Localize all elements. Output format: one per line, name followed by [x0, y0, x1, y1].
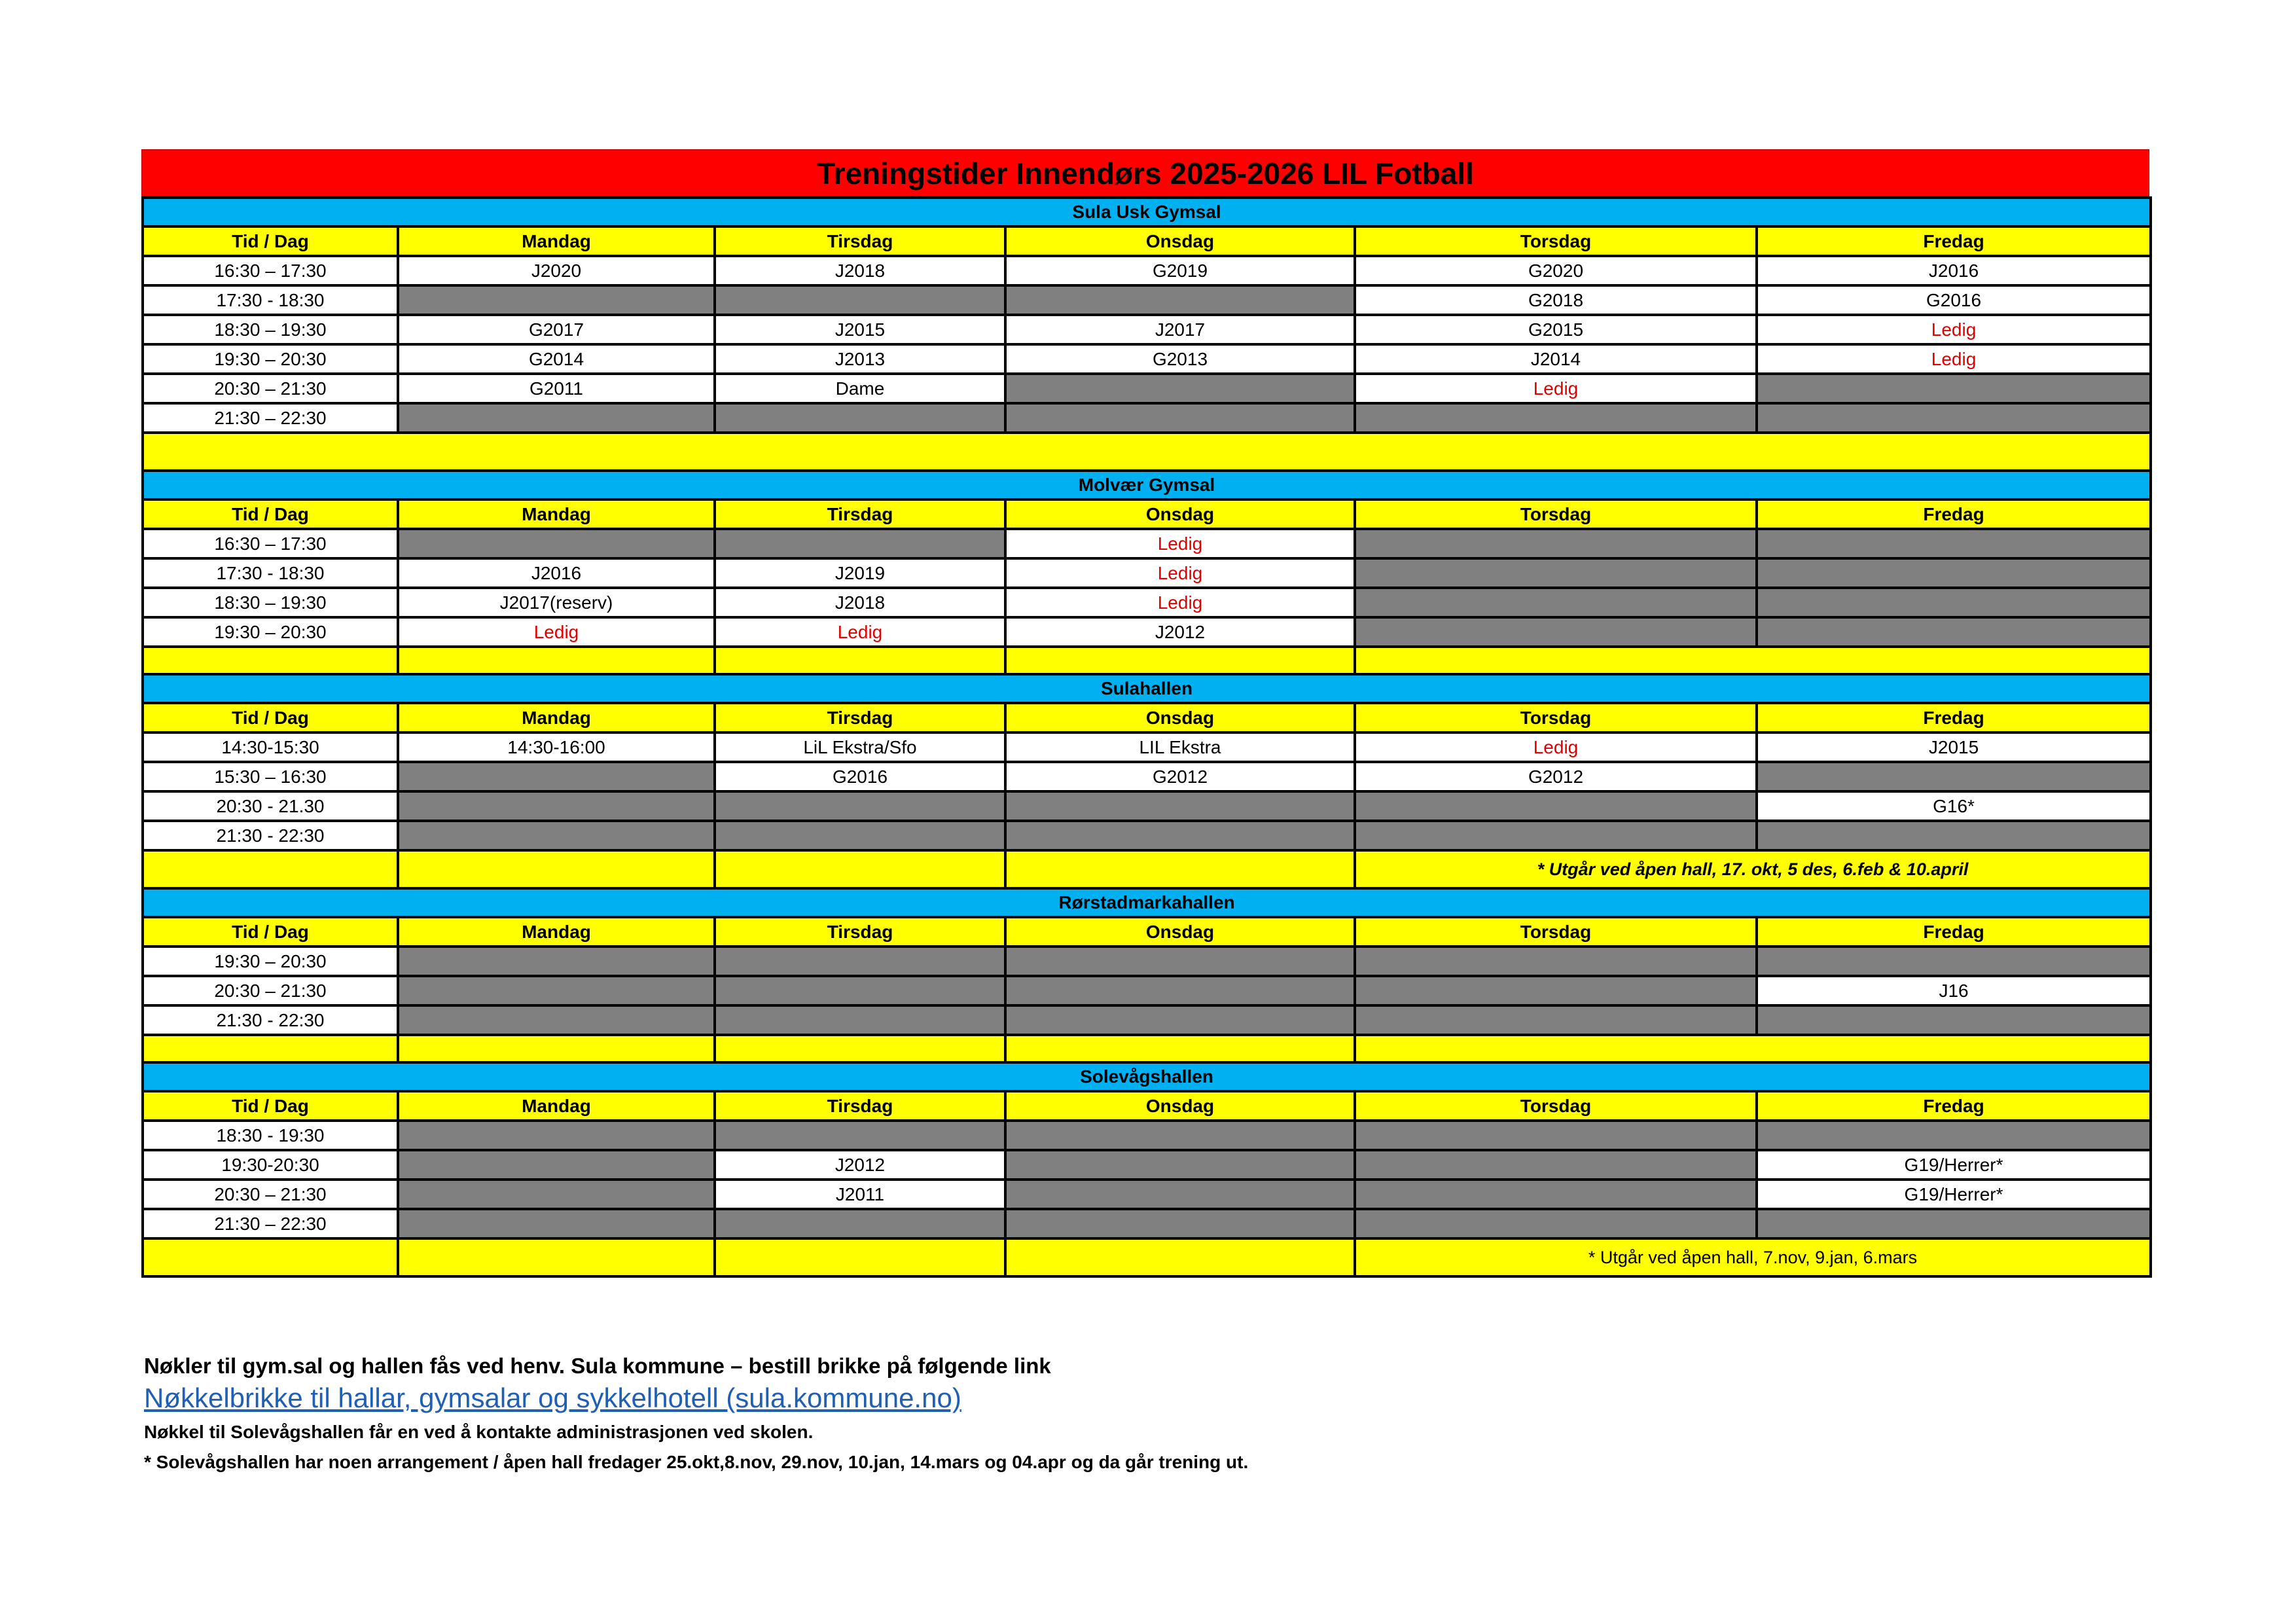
unavailable-cell — [1355, 529, 1757, 558]
venue-name: Sulahallen — [143, 674, 2151, 703]
team-cell: J2015 — [1757, 732, 2151, 762]
unavailable-cell — [1355, 403, 1757, 433]
schedule-row — [143, 588, 2151, 617]
unavailable-cell — [715, 285, 1005, 315]
venue-row — [143, 471, 2151, 499]
venue-name: Sula Usk Gymsal — [143, 198, 2151, 226]
schedule-row — [143, 1150, 2151, 1180]
unavailable-cell — [398, 1121, 715, 1150]
team-cell: LIL Ekstra — [1005, 732, 1355, 762]
unavailable-cell — [398, 791, 715, 821]
unavailable-cell — [715, 821, 1005, 850]
day-header-cell: Mandag — [398, 226, 715, 256]
unavailable-cell — [1005, 791, 1355, 821]
team-cell: J2015 — [715, 315, 1005, 344]
separator-cell — [398, 850, 715, 888]
separator-cell — [1005, 850, 1355, 888]
unavailable-cell — [1005, 1005, 1355, 1035]
day-header-cell: Torsdag — [1355, 917, 1757, 947]
day-header-cell: Onsdag — [1005, 499, 1355, 529]
time-slot-cell: 14:30-15:30 — [143, 732, 398, 762]
unavailable-cell — [1005, 1150, 1355, 1180]
unavailable-cell — [1757, 1121, 2151, 1150]
separator-cell — [715, 647, 1005, 674]
unavailable-cell — [398, 1150, 715, 1180]
unavailable-cell — [715, 1209, 1005, 1238]
venue-note — [1355, 647, 2151, 674]
day-header-cell: Tid / Dag — [143, 1091, 398, 1121]
team-cell: Ledig — [1757, 315, 2151, 344]
schedule-row — [143, 762, 2151, 791]
day-header-cell: Fredag — [1757, 1091, 2151, 1121]
schedule-row — [143, 791, 2151, 821]
day-header-cell: Fredag — [1757, 226, 2151, 256]
time-slot-cell: 19:30 – 20:30 — [143, 617, 398, 647]
day-header-cell: Tirsdag — [715, 917, 1005, 947]
unavailable-cell — [1355, 791, 1757, 821]
schedule-row — [143, 976, 2151, 1005]
time-slot-cell: 21:30 - 22:30 — [143, 821, 398, 850]
venue-name: Rørstadmarkahallen — [143, 888, 2151, 917]
team-cell: J16 — [1757, 976, 2151, 1005]
team-cell: J2012 — [1005, 617, 1355, 647]
day-header-cell: Mandag — [398, 917, 715, 947]
separator-row — [143, 1035, 2151, 1062]
team-cell: G19/Herrer* — [1757, 1150, 2151, 1180]
day-header-row — [143, 703, 2151, 732]
unavailable-cell — [1355, 1209, 1757, 1238]
team-cell: G2012 — [1355, 762, 1757, 791]
unavailable-cell — [1757, 374, 2151, 403]
day-header-cell: Fredag — [1757, 703, 2151, 732]
time-slot-cell: 17:30 - 18:30 — [143, 558, 398, 588]
team-cell: G19/Herrer* — [1757, 1180, 2151, 1209]
separator-cell — [715, 1238, 1005, 1276]
day-header-cell: Mandag — [398, 499, 715, 529]
unavailable-cell — [398, 821, 715, 850]
day-header-cell: Tirsdag — [715, 499, 1005, 529]
schedule-row — [143, 821, 2151, 850]
time-slot-cell: 19:30-20:30 — [143, 1150, 398, 1180]
team-cell: G2016 — [715, 762, 1005, 791]
venue-row — [143, 674, 2151, 703]
separator-row — [143, 433, 2151, 471]
separator-cell — [143, 1035, 398, 1062]
unavailable-cell — [1757, 617, 2151, 647]
separator-cell — [143, 647, 398, 674]
unavailable-cell — [1355, 976, 1757, 1005]
schedule-sheet — [141, 149, 2149, 1278]
time-slot-cell: 20:30 – 21:30 — [143, 374, 398, 403]
schedule-row — [143, 315, 2151, 344]
schedule-row — [143, 732, 2151, 762]
team-cell: J2016 — [1757, 256, 2151, 285]
team-cell: G2012 — [1005, 762, 1355, 791]
time-slot-cell: 19:30 – 20:30 — [143, 947, 398, 976]
unavailable-cell — [398, 762, 715, 791]
time-slot-cell: 18:30 – 19:30 — [143, 315, 398, 344]
venue-row — [143, 888, 2151, 917]
venue-row — [143, 1062, 2151, 1091]
team-cell: J2014 — [1355, 344, 1757, 374]
day-header-cell: Tirsdag — [715, 226, 1005, 256]
unavailable-cell — [1757, 1209, 2151, 1238]
unavailable-cell — [398, 403, 715, 433]
venue-note — [1355, 1035, 2151, 1062]
unavailable-cell — [1355, 947, 1757, 976]
day-header-cell: Torsdag — [1355, 703, 1757, 732]
team-cell: G2014 — [398, 344, 715, 374]
team-cell: J2020 — [398, 256, 715, 285]
venue-name: Molvær Gymsal — [143, 471, 2151, 499]
unavailable-cell — [1005, 374, 1355, 403]
schedule-row — [143, 558, 2151, 588]
team-cell: Ledig — [1005, 588, 1355, 617]
unavailable-cell — [1355, 588, 1757, 617]
unavailable-cell — [1757, 1005, 2151, 1035]
unavailable-cell — [1757, 558, 2151, 588]
day-header-cell: Fredag — [1757, 917, 2151, 947]
separator-cell — [1005, 1238, 1355, 1276]
unavailable-cell — [1005, 1180, 1355, 1209]
team-cell: G2011 — [398, 374, 715, 403]
solevag-key-info: Nøkkel til Solevågshallen får en ved å kontakte administrasjonen ved skolen. — [144, 1422, 814, 1442]
separator-cell — [398, 1238, 715, 1276]
time-slot-cell: 15:30 – 16:30 — [143, 762, 398, 791]
team-cell: 14:30-16:00 — [398, 732, 715, 762]
team-cell: G2018 — [1355, 285, 1757, 315]
day-header-row — [143, 1091, 2151, 1121]
day-header-cell: Torsdag — [1355, 499, 1757, 529]
schedule-row — [143, 1005, 2151, 1035]
day-header-cell: Torsdag — [1355, 226, 1757, 256]
team-cell: J2013 — [715, 344, 1005, 374]
unavailable-cell — [715, 403, 1005, 433]
unavailable-cell — [1355, 1121, 1757, 1150]
team-cell: J2017 — [1005, 315, 1355, 344]
unavailable-cell — [715, 947, 1005, 976]
unavailable-cell — [1757, 529, 2151, 558]
time-slot-cell: 16:30 – 17:30 — [143, 256, 398, 285]
unavailable-cell — [1005, 403, 1355, 433]
team-cell: J2018 — [715, 256, 1005, 285]
schedule-row — [143, 529, 2151, 558]
unavailable-cell — [715, 1121, 1005, 1150]
unavailable-cell — [1757, 821, 2151, 850]
unavailable-cell — [1005, 1209, 1355, 1238]
unavailable-cell — [398, 1005, 715, 1035]
day-header-cell: Mandag — [398, 1091, 715, 1121]
unavailable-cell — [715, 791, 1005, 821]
team-cell: Ledig — [398, 617, 715, 647]
unavailable-cell — [1355, 1150, 1757, 1180]
unavailable-cell — [398, 947, 715, 976]
unavailable-cell — [1757, 403, 2151, 433]
team-cell: Ledig — [1355, 374, 1757, 403]
unavailable-cell — [398, 529, 715, 558]
unavailable-cell — [398, 285, 715, 315]
time-slot-cell: 17:30 - 18:30 — [143, 285, 398, 315]
separator-row — [143, 647, 2151, 674]
separator-cell — [143, 433, 2151, 471]
day-header-row — [143, 499, 2151, 529]
unavailable-cell — [1005, 976, 1355, 1005]
keys-info: Nøkler til gym.sal og hallen fås ved henv. Sula kommune – bestill brikke på følgende link — [144, 1354, 1051, 1378]
team-cell: G2016 — [1757, 285, 2151, 315]
team-cell: Ledig — [1355, 732, 1757, 762]
page-title: Treningstider Innendørs 2025-2026 LIL Fotball — [141, 149, 2149, 196]
separator-cell — [715, 1035, 1005, 1062]
schedule-row — [143, 1121, 2151, 1150]
team-cell: J2018 — [715, 588, 1005, 617]
time-slot-cell: 19:30 – 20:30 — [143, 344, 398, 374]
separator-cell — [143, 850, 398, 888]
day-header-cell: Tid / Dag — [143, 703, 398, 732]
schedule-row — [143, 403, 2151, 433]
unavailable-cell — [1005, 1121, 1355, 1150]
separator-row — [143, 1238, 2151, 1276]
team-cell: LiL Ekstra/Sfo — [715, 732, 1005, 762]
separator-cell — [398, 1035, 715, 1062]
unavailable-cell — [1005, 947, 1355, 976]
team-cell: G2019 — [1005, 256, 1355, 285]
footer — [144, 1354, 2108, 1482]
day-header-cell: Fredag — [1757, 499, 2151, 529]
day-header-cell: Tid / Dag — [143, 226, 398, 256]
team-cell: Ledig — [715, 617, 1005, 647]
unavailable-cell — [1005, 821, 1355, 850]
day-header-cell: Torsdag — [1355, 1091, 1757, 1121]
separator-cell — [143, 1238, 398, 1276]
unavailable-cell — [1355, 1180, 1757, 1209]
unavailable-cell — [715, 1005, 1005, 1035]
team-cell: G2015 — [1355, 315, 1757, 344]
separator-row — [143, 850, 2151, 888]
venue-note: * Utgår ved åpen hall, 7.nov, 9.jan, 6.mars — [1355, 1238, 2151, 1276]
time-slot-cell: 20:30 - 21.30 — [143, 791, 398, 821]
venue-name: Solevågshallen — [143, 1062, 2151, 1091]
time-slot-cell: 21:30 – 22:30 — [143, 1209, 398, 1238]
team-cell: J2016 — [398, 558, 715, 588]
unavailable-cell — [1757, 588, 2151, 617]
unavailable-cell — [715, 529, 1005, 558]
separator-cell — [1005, 1035, 1355, 1062]
unavailable-cell — [1757, 762, 2151, 791]
unavailable-cell — [1757, 947, 2151, 976]
schedule-row — [143, 285, 2151, 315]
unavailable-cell — [1355, 821, 1757, 850]
separator-cell — [398, 647, 715, 674]
time-slot-cell: 21:30 – 22:30 — [143, 403, 398, 433]
unavailable-cell — [715, 976, 1005, 1005]
team-cell: J2012 — [715, 1150, 1005, 1180]
team-cell: G2017 — [398, 315, 715, 344]
schedule-row — [143, 1209, 2151, 1238]
day-header-cell: Onsdag — [1005, 917, 1355, 947]
unavailable-cell — [398, 1180, 715, 1209]
team-cell: J2019 — [715, 558, 1005, 588]
schedule-row — [143, 617, 2151, 647]
team-cell: Ledig — [1005, 529, 1355, 558]
team-cell: J2017(reserv) — [398, 588, 715, 617]
day-header-cell: Mandag — [398, 703, 715, 732]
team-cell: Ledig — [1005, 558, 1355, 588]
day-header-cell: Tirsdag — [715, 1091, 1005, 1121]
unavailable-cell — [1355, 617, 1757, 647]
team-cell: G2013 — [1005, 344, 1355, 374]
time-slot-cell: 21:30 - 22:30 — [143, 1005, 398, 1035]
day-header-cell: Onsdag — [1005, 226, 1355, 256]
unavailable-cell — [1005, 285, 1355, 315]
day-header-row — [143, 917, 2151, 947]
day-header-cell: Tid / Dag — [143, 917, 398, 947]
time-slot-cell: 18:30 - 19:30 — [143, 1121, 398, 1150]
time-slot-cell: 18:30 – 19:30 — [143, 588, 398, 617]
day-header-cell: Onsdag — [1005, 703, 1355, 732]
team-cell: Ledig — [1757, 344, 2151, 374]
unavailable-cell — [1355, 1005, 1757, 1035]
schedule-row — [143, 1180, 2151, 1209]
solevag-event-note: * Solevågshallen har noen arrangement / åpen hall fredager 25.okt,8.nov, 29.nov, 10.jan, 14.mars og 04.apr og da går trening ut. — [144, 1452, 1249, 1472]
schedule-row — [143, 256, 2151, 285]
unavailable-cell — [1355, 558, 1757, 588]
team-cell: J2011 — [715, 1180, 1005, 1209]
time-slot-cell: 16:30 – 17:30 — [143, 529, 398, 558]
time-slot-cell: 20:30 – 21:30 — [143, 976, 398, 1005]
venue-row — [143, 198, 2151, 226]
schedule-row — [143, 947, 2151, 976]
key-card-link[interactable]: Nøkkelbrikke til hallar, gymsalar og sykkelhotell (sula.kommune.no) — [144, 1382, 961, 1413]
unavailable-cell — [398, 976, 715, 1005]
team-cell: G16* — [1757, 791, 2151, 821]
time-slot-cell: 20:30 – 21:30 — [143, 1180, 398, 1209]
day-header-cell: Tirsdag — [715, 703, 1005, 732]
separator-cell — [715, 850, 1005, 888]
day-header-cell: Onsdag — [1005, 1091, 1355, 1121]
team-cell: Dame — [715, 374, 1005, 403]
schedule-table — [141, 196, 2152, 1278]
schedule-row — [143, 344, 2151, 374]
day-header-cell: Tid / Dag — [143, 499, 398, 529]
venue-note: * Utgår ved åpen hall, 17. okt, 5 des, 6.feb & 10.april — [1355, 850, 2151, 888]
day-header-row — [143, 226, 2151, 256]
schedule-row — [143, 374, 2151, 403]
separator-cell — [1005, 647, 1355, 674]
unavailable-cell — [398, 1209, 715, 1238]
team-cell: G2020 — [1355, 256, 1757, 285]
